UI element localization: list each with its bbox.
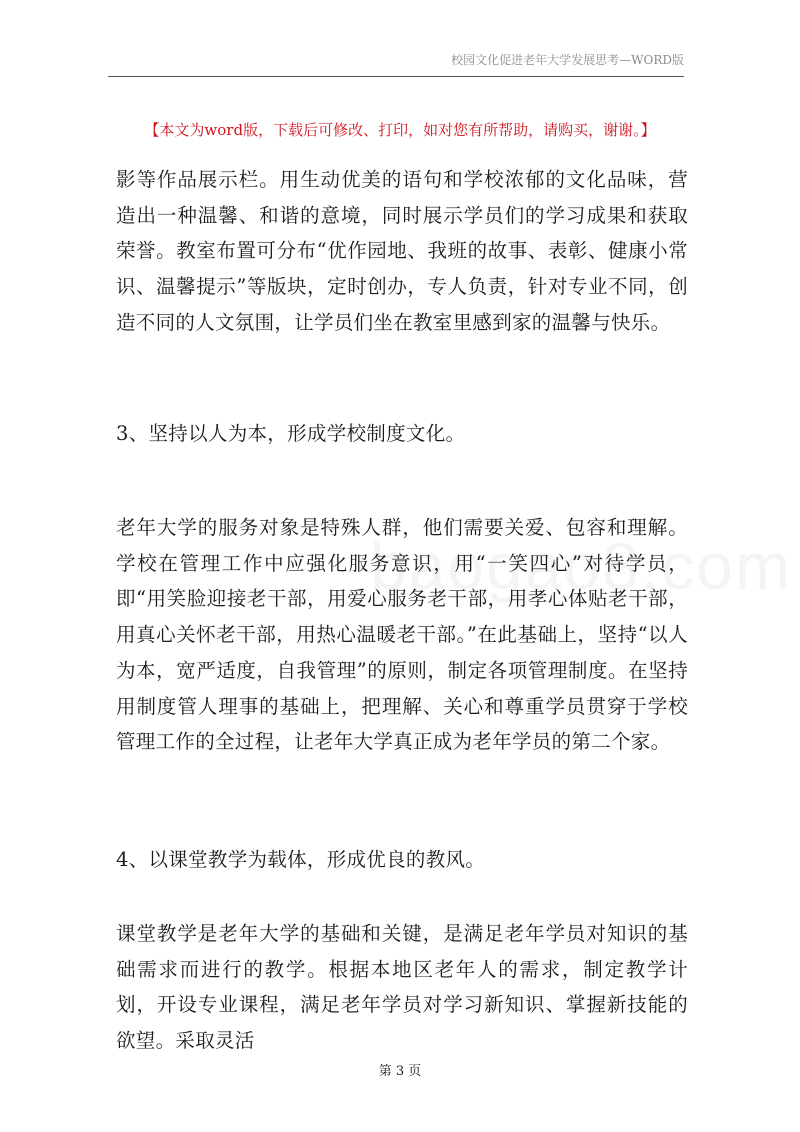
header-title: 校园文化促进老年大学发展思考—WORD版 bbox=[451, 53, 684, 67]
paragraph-2: 老年大学的服务对象是特殊人群，他们需要关爱、包容和理解。学校在管理工作中应强化服务意识，用“一笑四心”对待学员，即“用笑脸迎接老干部，用爱心服务老干部，用孝心体贴老干部，用真心关怀老干部，用热心温暖老干部。”在此基础上，坚持“以人为本，宽严适度，自我管理”的原则，制定各项管理制度。在坚持用制度管人理事的基础上，把理解、关心和尊重学员贯穿于学校管理工作的全过程，让老年大学真正成为老年学员的第二个家。 bbox=[116, 516, 688, 754]
paragraph-1-block bbox=[116, 162, 688, 341]
paragraph-1: 影等作品展示栏。用生动优美的语句和学校浓郁的文化品味，营造出一种温馨、和谐的意境，同时展示学员们的学习成果和获取荣誉。教室布置可分布“优作园地、我班的故事、表彰、健康小常识、温馨提示”等版块，定时创办，专人负责，针对专业不同，创造不同的人文氛围，让学员们坐在教室里感到家的温馨与快乐。 bbox=[116, 168, 688, 334]
section-heading-3: 3、坚持以人为本，形成学校制度文化。 bbox=[116, 422, 466, 445]
page-footer bbox=[0, 1060, 800, 1079]
page-number: 第 3 页 bbox=[378, 1064, 422, 1079]
paragraph-3: 课堂教学是老年大学的基础和关键，是满足老年学员对知识的基础需求而进行的教学。根据本地区老年人的需求，制定教学计划，开设专业课程，满足老年学员对学习新知识、掌握新技能的欲望。采取灵活 bbox=[116, 922, 688, 1053]
paragraph-2-block bbox=[116, 510, 688, 760]
section-heading-4: 4、以课堂教学为载体，形成优良的教风。 bbox=[116, 848, 486, 871]
page-header bbox=[108, 50, 684, 77]
paragraph-3-block bbox=[116, 916, 688, 1059]
heading-3-block bbox=[116, 419, 688, 449]
download-notice: 【本文为word版，下载后可修改、打印，如对您有所帮助，请购买，谢谢。】 bbox=[144, 121, 656, 139]
heading-4-block bbox=[116, 845, 688, 875]
